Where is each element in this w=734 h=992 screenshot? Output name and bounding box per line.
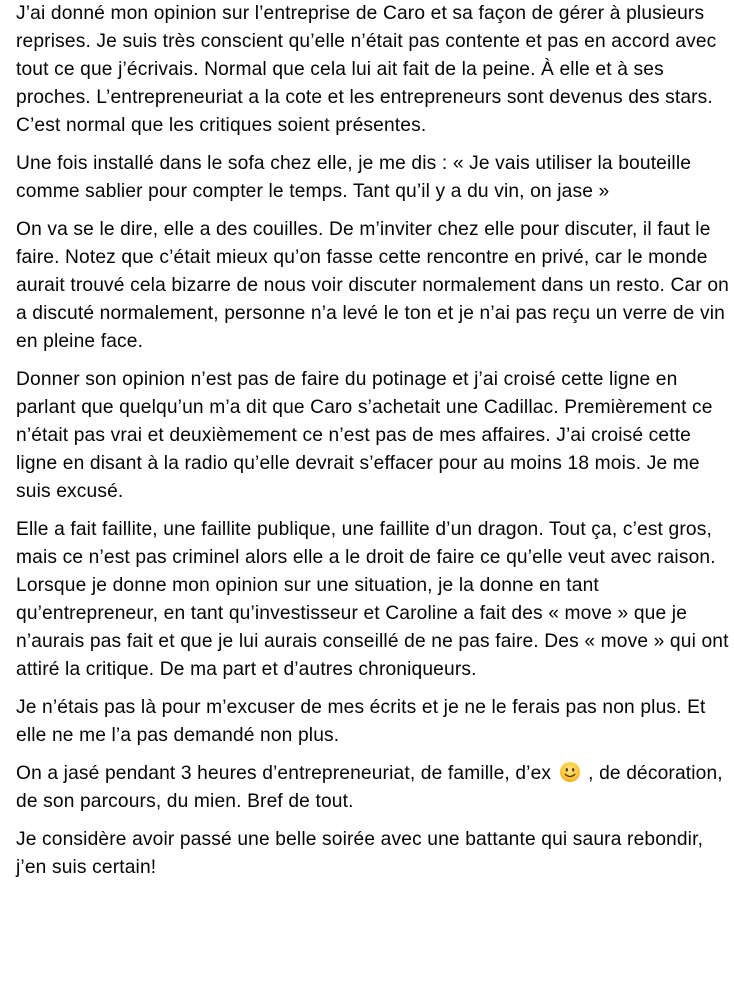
post-paragraph-7-before: On a jasé pendant 3 heures d’entrepreneuriat, de famille, d’ex xyxy=(16,763,557,784)
post-paragraph-2: Une fois installé dans le sofa chez elle, je me dis : « Je vais utiliser la bouteille comme sablier pour compter le temps. Tant qu’il y a du vin, on jase » xyxy=(16,153,692,202)
post-paragraph-8: Je considère avoir passé une belle soirée avec une battante qui saura rebondir, j’en suis certain! xyxy=(16,829,704,878)
post-paragraph-3: On va se le dire, elle a des couilles. De m’inviter chez elle pour discuter, il faut le faire. Notez que c’était mieux qu’on fasse cette rencontre en privé, car le monde aurait trouvé cela bizarre de nous voir discuter normalement dans un resto. Car on a discuté normalement, personne n’a levé le ton et je n’ai pas reçu un verre de vin en pleine face. xyxy=(16,219,729,352)
post-paragraph-7 xyxy=(16,760,734,816)
post-text xyxy=(16,0,734,892)
post-paragraph-1: J’ai donné mon opinion sur l’entreprise de Caro et sa façon de gérer à plusieurs reprises. Je suis très conscient qu’elle n’était pas contente et pas en accord avec tout ce que j’écrivais. Normal que cela lui ait fait de la peine. À elle et à ses proches. L’entrepreneuriat a la cote et les entrepreneurs sont devenus des stars. C’est normal que les critiques soient présentes. xyxy=(16,3,717,136)
smile-emoji-icon xyxy=(559,761,581,783)
post-paragraph-6: Je n’étais pas là pour m’excuser de mes écrits et je ne le ferais pas non plus. Et elle ne me l’a pas demandé non plus. xyxy=(16,697,706,746)
post-paragraph-7-after: , de décoration, de son parcours, du mien. Bref de tout. xyxy=(16,763,723,812)
post-paragraph-5: Elle a fait faillite, une faillite publique, une faillite d’un dragon. Tout ça, c’est gros, mais ce n’est pas criminel alors elle a le droit de faire ce qu’elle veut avec raison. Lorsque je donne mon opinion sur une situation, je la donne en tant qu’entrepreneur, en tant qu’investisseur et Caroline a fait des « move » que je n’aurais pas fait et que je lui aurais conseillé de ne pas faire. Des « move » qui ont attiré la critique. De ma part et d’autres chroniqueurs. xyxy=(16,519,729,680)
post-paragraph-4: Donner son opinion n’est pas de faire du potinage et j’ai croisé cette ligne en parlant que quelqu’un m’a dit que Caro s’achetait une Cadillac. Premièrement ce n’était pas vrai et deuxièmement ce n’est pas de mes affaires. J’ai croisé cette ligne en disant à la radio qu’elle devrait s’effacer pour au moins 18 mois. Je me suis excusé. xyxy=(16,369,713,502)
